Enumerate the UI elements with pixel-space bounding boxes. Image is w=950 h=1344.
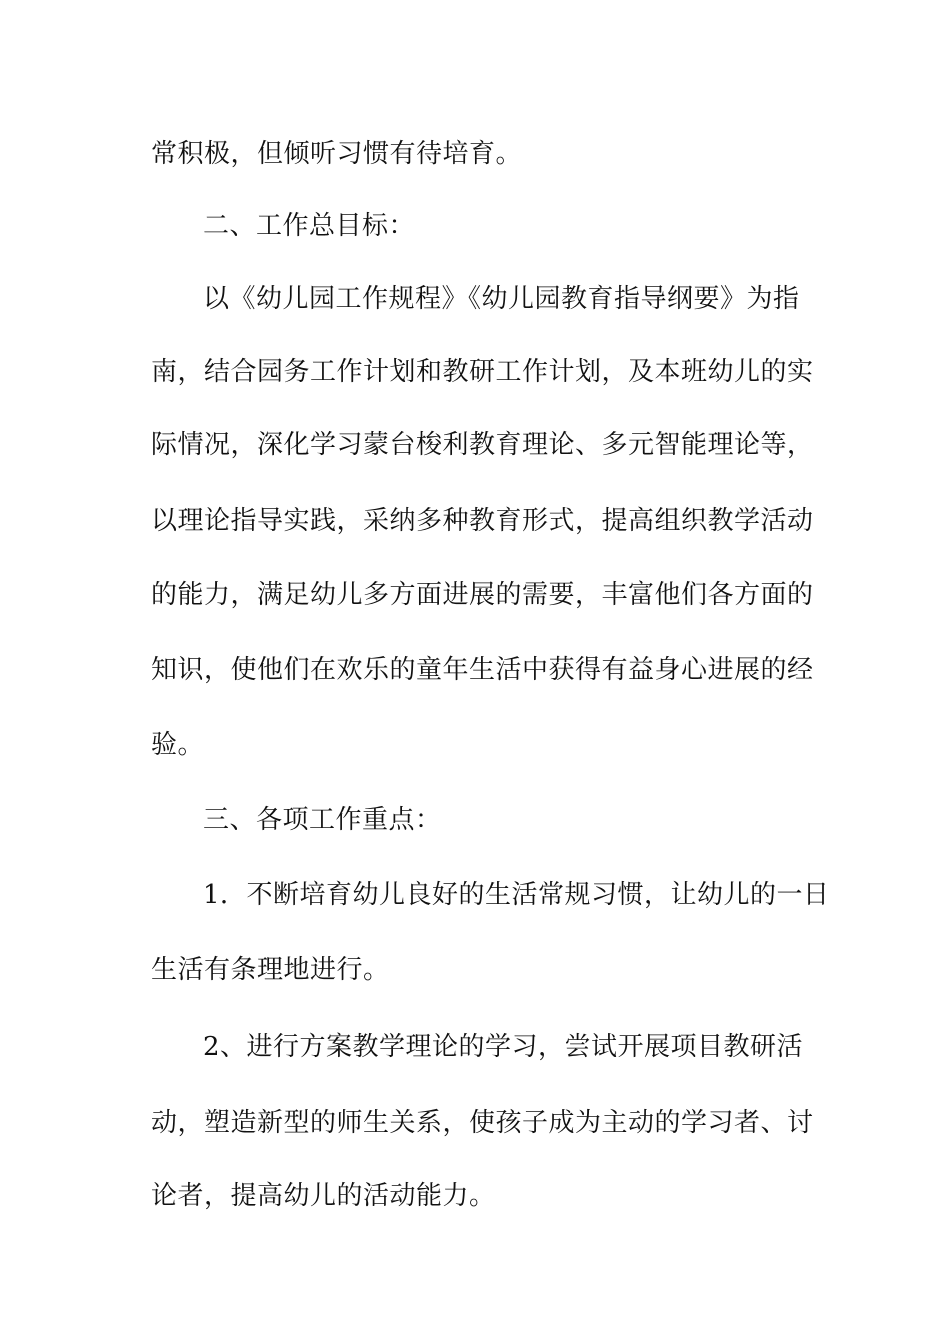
- text-line: 论者，提高幼儿的活动能力。: [151, 1181, 496, 1211]
- text-line: 验。: [151, 730, 205, 760]
- text-line: 的能力，满足幼儿多方面进展的需要，丰富他们各方面的: [151, 580, 814, 610]
- section-heading: 三、各项工作重点：: [203, 805, 442, 835]
- section-heading: 二、工作总目标：: [203, 211, 416, 241]
- text-line: 南，结合园务工作计划和教研工作计划，及本班幼儿的实: [151, 357, 814, 387]
- text-line: 2、进行方案教学理论的学习，尝试开展项目教研活: [203, 1032, 804, 1062]
- text-line: 际情况，深化学习蒙台梭利教育理论、多元智能理论等，: [151, 430, 814, 460]
- text-line: 生活有条理地进行。: [151, 955, 390, 985]
- text-line: 常积极，但倾听习惯有待培育。: [151, 139, 523, 169]
- text-line: 1．不断培育幼儿良好的生活常规习惯，让幼儿的一日: [203, 880, 830, 910]
- text-line: 以理论指导实践，采纳多种教育形式，提高组织教学活动: [151, 506, 814, 536]
- text-line: 知识，使他们在欢乐的童年生活中获得有益身心进展的经: [151, 655, 814, 685]
- text-line: 以《幼儿园工作规程》《幼儿园教育指导纲要》为指: [203, 284, 800, 314]
- text-line: 动，塑造新型的师生关系，使孩子成为主动的学习者、讨: [151, 1108, 814, 1138]
